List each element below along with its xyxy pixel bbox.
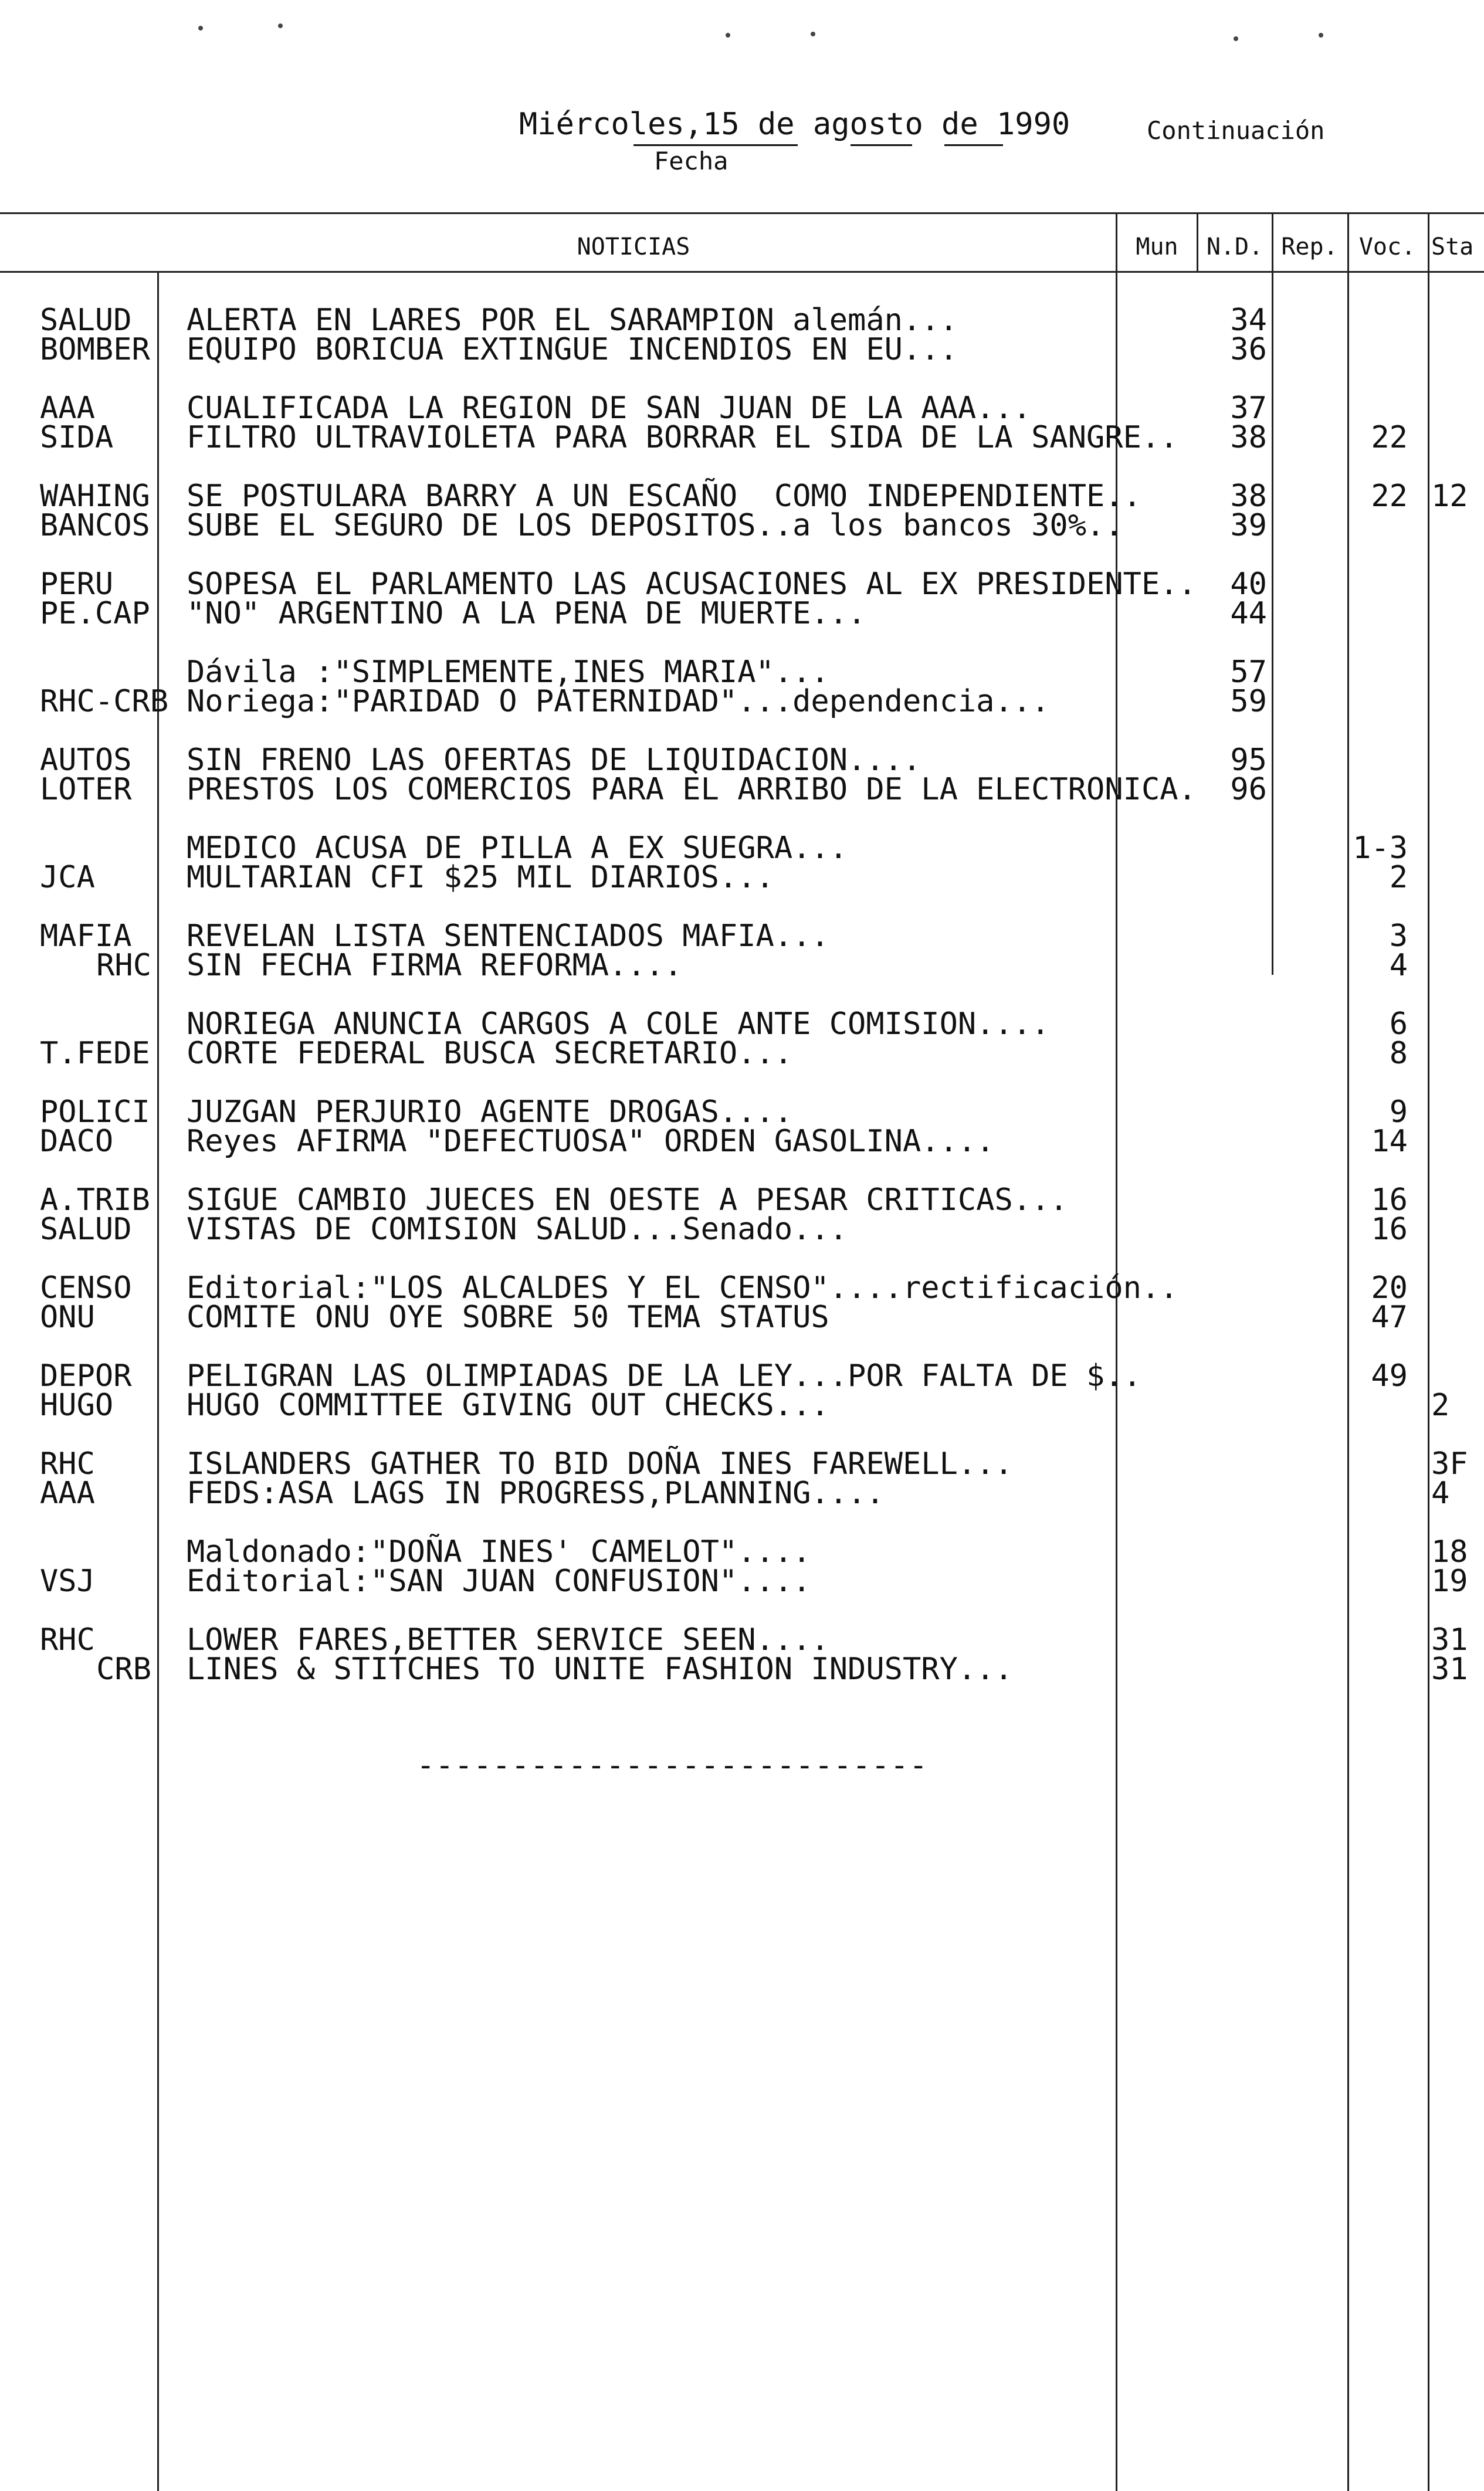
speck (1319, 33, 1323, 38)
nd-page: 40 (1230, 567, 1267, 602)
nd-page: 38 (1230, 420, 1267, 455)
voc-page: 3 (1389, 919, 1408, 954)
list-item (0, 1208, 1484, 1250)
headline: JUZGAN PERJURIO AGENTE DROGAS.... (187, 1094, 793, 1130)
headline: CORTE FEDERAL BUSCA SECRETARIO... (187, 1036, 793, 1071)
headline: FEDS:ASA LAGS IN PROGRESS,PLANNING.... (187, 1476, 885, 1511)
voc-page: 14 (1371, 1124, 1408, 1159)
list-item (0, 1032, 1484, 1075)
headline: Editorial:"LOS ALCALDES Y EL CENSO"....rectificación.. (187, 1270, 1178, 1306)
column-divider (1116, 212, 1117, 2491)
headline: REVELAN LISTA SENTENCIADOS MAFIA... (187, 919, 829, 954)
column-divider (1197, 212, 1198, 271)
voc-page: 20 (1371, 1270, 1408, 1306)
headline: MEDICO ACUSA DE PILLA A EX SUEGRA... (187, 831, 848, 866)
headline: Dávila :"SIMPLEMENTE,INES MARIA"... (187, 655, 829, 690)
headline: SE POSTULARA BARRY A UN ESCAÑO COMO INDEPENDIENTE.. (187, 479, 1141, 514)
list-item (0, 1648, 1484, 1690)
speck (278, 23, 283, 28)
list-item (0, 1296, 1484, 1338)
sta-page: 31 (1431, 1652, 1468, 1687)
section-tag: SALUD (40, 303, 132, 338)
table-header-rule (0, 271, 1484, 273)
date-underline (851, 144, 912, 146)
section-tag: ONU (40, 1300, 95, 1335)
nd-page: 44 (1230, 596, 1267, 631)
voc-page: 6 (1389, 1006, 1408, 1042)
headline: MULTARIAN CFI $25 MIL DIARIOS... (187, 860, 774, 895)
headline: Editorial:"SAN JUAN CONFUSION".... (187, 1564, 811, 1599)
section-tag: POLICI (40, 1094, 150, 1130)
section-tag: RHC-CRB (40, 684, 169, 719)
section-tag: BOMBER (40, 332, 150, 367)
headline: EQUIPO BORICUA EXTINGUE INCENDIOS EN EU... (187, 332, 958, 367)
headline: ISLANDERS GATHER TO BID DOÑA INES FAREWELL... (187, 1446, 1013, 1482)
speck (1234, 36, 1238, 41)
voc-page: 16 (1371, 1212, 1408, 1247)
section-tag: MAFIA (40, 919, 132, 954)
list-item (0, 1472, 1484, 1514)
list-item (0, 328, 1484, 371)
column-header-voc: Voc. (1358, 233, 1416, 260)
voc-page: 2 (1389, 860, 1408, 895)
section-tag: AAA (40, 1476, 95, 1511)
section-tag: LOTER (40, 772, 132, 807)
list-item (0, 592, 1484, 635)
voc-page: 49 (1371, 1358, 1408, 1394)
section-tag: PE.CAP (40, 596, 150, 631)
headline: LOWER FARES,BETTER SERVICE SEEN.... (187, 1622, 829, 1658)
footer-separator: --------------------------- (416, 1748, 929, 1783)
list-item (0, 768, 1484, 811)
nd-page: 38 (1230, 479, 1267, 514)
headline: Noriega:"PARIDAD O PATERNIDAD"...dependencia... (187, 684, 1050, 719)
voc-page: 16 (1371, 1182, 1408, 1218)
nd-page: 34 (1230, 303, 1267, 338)
section-tag: DEPOR (40, 1358, 132, 1394)
sta-page: 4 (1431, 1476, 1450, 1511)
column-header-noticias: NOTICIAS (577, 233, 690, 260)
headline: HUGO COMMITTEE GIVING OUT CHECKS... (187, 1388, 829, 1423)
column-header-rep: Rep. (1281, 233, 1338, 260)
speck (198, 26, 203, 30)
nd-page: 59 (1230, 684, 1267, 719)
headline: SIN FECHA FIRMA REFORMA.... (187, 948, 683, 983)
headline: "NO" ARGENTINO A LA PENA DE MUERTE... (187, 596, 866, 631)
section-tag: VSJ (40, 1564, 95, 1599)
sta-page: 2 (1431, 1388, 1450, 1423)
section-tag: AUTOS (40, 743, 132, 778)
voc-page: 22 (1371, 479, 1408, 514)
column-header-sta: Sta (1431, 233, 1474, 260)
headline: CUALIFICADA LA REGION DE SAN JUAN DE LA AAA... (187, 391, 1032, 426)
section-tag: CRB (96, 1652, 151, 1687)
section-tag: WAHING (40, 479, 150, 514)
section-tag: SALUD (40, 1212, 132, 1247)
voc-page: 1-3 (1353, 831, 1408, 866)
sta-page: 12 (1431, 479, 1468, 514)
headline: COMITE ONU OYE SOBRE 50 TEMA STATUS (187, 1300, 829, 1335)
headline: SOPESA EL PARLAMENTO LAS ACUSACIONES AL EX PRESIDENTE.. (187, 567, 1197, 602)
list-item (0, 944, 1484, 987)
sta-page: 18 (1431, 1534, 1468, 1570)
sta-page: 31 (1431, 1622, 1468, 1658)
section-tag: RHC (40, 1446, 95, 1482)
nd-page: 57 (1230, 655, 1267, 690)
section-tag: RHC (96, 948, 151, 983)
headline: NORIEGA ANUNCIA CARGOS A COLE ANTE COMISION.... (187, 1006, 1050, 1042)
headline: SIGUE CAMBIO JUECES EN OESTE A PESAR CRITICAS... (187, 1182, 1068, 1218)
column-divider (1347, 212, 1349, 2491)
voc-page: 8 (1389, 1036, 1408, 1071)
date-label: Fecha (654, 147, 729, 175)
continuation-label: Continuación (1147, 116, 1325, 145)
headline: PRESTOS LOS COMERCIOS PARA EL ARRIBO DE LA ELECTRONICA. (187, 772, 1197, 807)
section-tag: HUGO (40, 1388, 114, 1423)
voc-page: 47 (1371, 1300, 1408, 1335)
headline: VISTAS DE COMISION SALUD...Senado... (187, 1212, 848, 1247)
section-tag: RHC (40, 1622, 95, 1658)
headline: FILTRO ULTRAVIOLETA PARA BORRAR EL SIDA DE LA SANGRE.. (187, 420, 1178, 455)
list-item (0, 1120, 1484, 1163)
nd-page: 96 (1230, 772, 1267, 807)
speck (811, 32, 815, 36)
nd-page: 36 (1230, 332, 1267, 367)
headline: PELIGRAN LAS OLIMPIADAS DE LA LEY...POR FALTA DE $.. (187, 1358, 1141, 1394)
column-header-nd: N.D. (1206, 233, 1263, 260)
nd-page: 37 (1230, 391, 1267, 426)
headline: Maldonado:"DOÑA INES' CAMELOT".... (187, 1534, 811, 1570)
list-item (0, 1384, 1484, 1426)
column-header-mun: Mun (1136, 233, 1178, 260)
list-item (0, 680, 1484, 723)
list-item (0, 416, 1484, 459)
speck (726, 33, 730, 38)
section-tag: JCA (40, 860, 95, 895)
nd-page: 39 (1230, 508, 1267, 543)
column-divider (1428, 212, 1429, 2491)
headline: LINES & STITCHES TO UNITE FASHION INDUSTRY... (187, 1652, 1013, 1687)
headline: Reyes AFIRMA "DEFECTUOSA" ORDEN GASOLINA.... (187, 1124, 995, 1159)
section-tag: T.FEDE (40, 1036, 150, 1071)
nd-page: 95 (1230, 743, 1267, 778)
date-underline (633, 144, 798, 146)
headline: SUBE EL SEGURO DE LOS DEPOSITOS..a los bancos 30%.. (187, 508, 1123, 543)
voc-page: 9 (1389, 1094, 1408, 1130)
voc-page: 4 (1389, 948, 1408, 983)
document-date: Miércoles,15 de agosto de 1990 (519, 107, 1070, 142)
list-item (0, 856, 1484, 899)
sta-page: 3F (1431, 1446, 1468, 1482)
sta-page: 19 (1431, 1564, 1468, 1599)
headline: SIN FRENO LAS OFERTAS DE LIQUIDACION.... (187, 743, 921, 778)
section-tag: PERU (40, 567, 114, 602)
list-item (0, 504, 1484, 547)
section-tag: DACO (40, 1124, 114, 1159)
section-tag: SIDA (40, 420, 114, 455)
headline: ALERTA EN LARES POR EL SARAMPION alemán... (187, 303, 958, 338)
voc-page: 22 (1371, 420, 1408, 455)
section-tag: BANCOS (40, 508, 150, 543)
list-item (0, 1560, 1484, 1602)
section-tag: CENSO (40, 1270, 132, 1306)
section-tag: AAA (40, 391, 95, 426)
section-tag: A.TRIB (40, 1182, 150, 1218)
table-top-rule (0, 212, 1484, 214)
date-underline (944, 144, 1003, 146)
